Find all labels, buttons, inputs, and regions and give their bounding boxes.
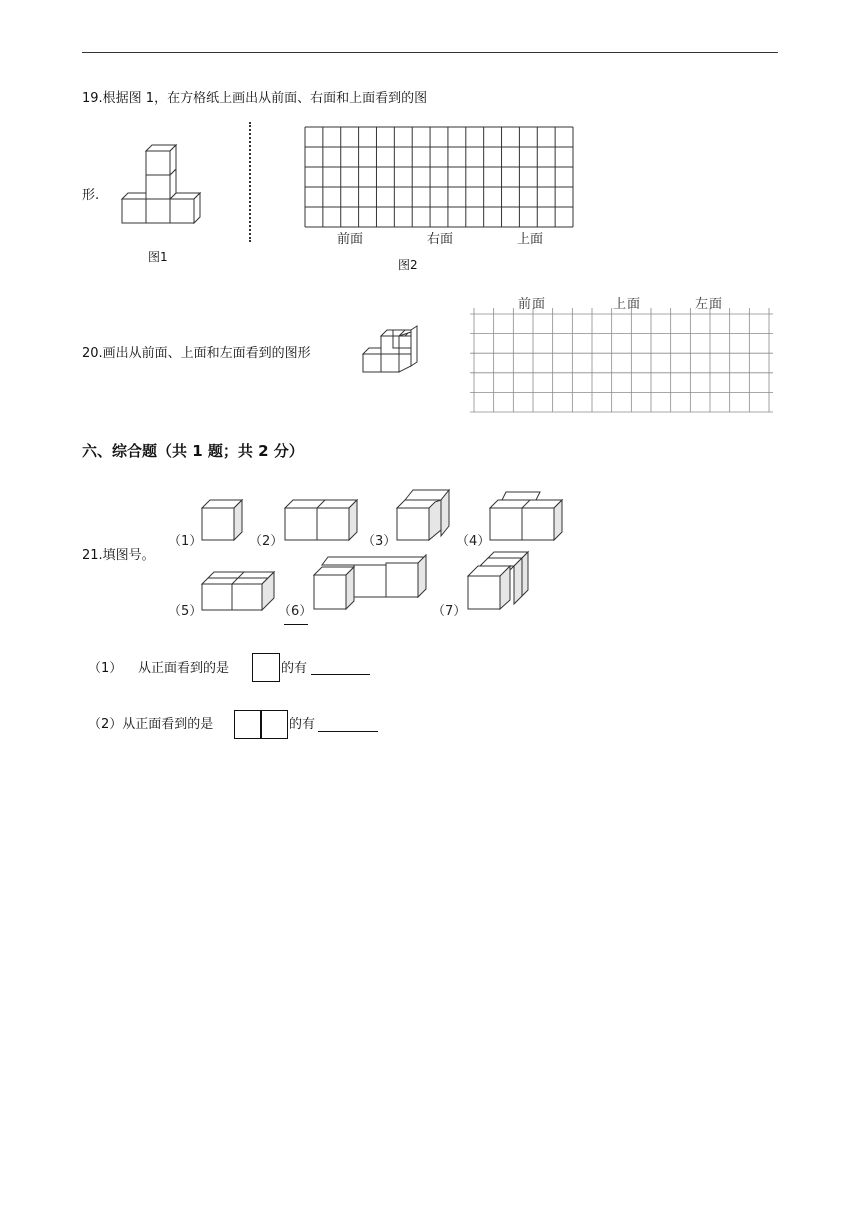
q21-fig6-underline [284,624,308,625]
q21-figure-4 [488,490,566,542]
q21-sub2-answer-blank[interactable] [318,731,378,732]
q19-grid-label-front: 前面 [337,232,364,247]
q21-figure-1 [200,496,246,542]
q20-grid-label-top: 上面 [613,297,642,312]
q21-fig-label-3: （3） [362,534,397,549]
q21-figure-2 [283,496,361,542]
q20-grid-label-front: 前面 [518,297,547,312]
q21-sub1-answer-blank[interactable] [311,674,370,675]
q21-fig-label-1: （1） [168,534,203,549]
q20-grid-label-left: 左面 [695,297,724,312]
q21-figure-7 [466,550,532,612]
section6-title: 六、综合题（共 1 题；共 2 分） [82,442,304,460]
q21-fig-label-2: （2） [249,534,284,549]
q21-text: 21.填图号。 [82,548,155,563]
header-rule [82,52,778,53]
q21-sub2-suffix: 的有 [289,717,316,732]
q19-fig1-label: 图1 [148,250,168,264]
q21-fig-label-7: （7） [432,604,467,619]
q21-figure-3 [395,486,453,542]
q19-text: 19.根据图 1，在方格纸上画出从前面、右面和上面看到的图 [82,91,428,106]
q21-sub1-text: 从正面看到的是 [138,661,230,676]
q21-sub2-prefix: （2）从正面看到的是 [88,717,214,732]
q19-grid-label-top: 上面 [517,232,544,247]
q19-drawing-grid[interactable] [305,127,573,227]
q21-figure-6 [312,553,434,613]
q20-drawing-grid[interactable] [474,314,769,412]
q21-sub1-suffix: 的有 [281,661,308,676]
q20-text: 20.画出从前面、上面和左面看到的图形 [82,346,311,361]
q19-grid-label-right: 右面 [427,232,454,247]
q19-divider [249,122,251,242]
q19-text-cont: 形. [82,188,100,203]
q21-sub1-square-icon [252,653,280,682]
q19-fig2-label: 图2 [398,258,418,272]
q21-fig-label-5: （5） [168,604,203,619]
q19-figure1-cubes [118,142,208,227]
q21-fig-label-6: （6） [278,604,313,619]
q21-sub2-square-left-icon [234,710,262,739]
q20-figure-cubes [360,325,420,377]
q21-sub2-square-right-icon [260,710,288,739]
q21-fig-label-4: （4） [456,534,491,549]
q21-sub1-prefix: （1） [88,661,123,676]
q21-figure-5 [200,568,278,612]
